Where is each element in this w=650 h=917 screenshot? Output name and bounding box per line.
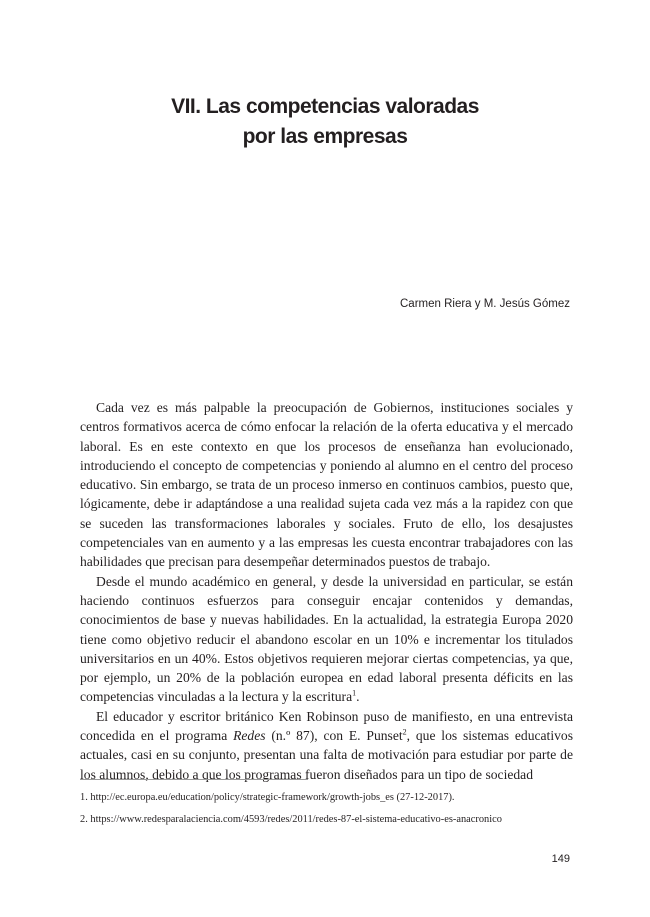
chapter-title-line-1: VII. Las competencias valoradas xyxy=(171,95,479,118)
page-number: 149 xyxy=(551,853,570,865)
paragraph-2-end: . xyxy=(356,689,360,705)
paragraph-3-text-a: El educador y escritor británico Ken Robinson puso de manifiesto, en una entrevista concedida en el programa xyxy=(80,708,573,744)
show-title: Redes xyxy=(233,728,266,744)
paragraph-3-text-b: (n.º 87), con E. Punset xyxy=(265,728,403,744)
chapter-title-line-2: por las empresas xyxy=(242,125,408,148)
paragraph-2 xyxy=(80,572,573,707)
footnote-ref-1[interactable]: 1 xyxy=(352,688,357,698)
footnote-separator xyxy=(80,779,308,780)
footnote-1[interactable]: 1. http://ec.europa.eu/education/policy/strategic-framework/growth-jobs_es (27-12-2017). xyxy=(80,792,455,803)
chapter-title xyxy=(0,92,650,152)
footnote-2[interactable]: 2. https://www.redesparalaciencia.com/4593/redes/2011/redes-87-el-sistema-educativo-es-anacronico xyxy=(80,814,502,825)
footnote-ref-2[interactable]: 2 xyxy=(402,727,407,737)
paragraph-2-text: Desde el mundo académico en general, y desde la universidad en particular, se están haciendo continuos esfuerzos para conseguir encajar contenidos y demandas, conocimientos de base y nuevas habilidades. En la actualidad, la estrategia Europa 2020 tiene como objetivo reducir el abandono escolar en un 10% e incrementar los titulados universitarios en un 40%. Estos objetivos requieren mejorar ciertas competencias, ya que, por ejemplo, un 20% de la población europea en edad laboral presenta déficits en las competencias vinculadas a la lectura y la escritura xyxy=(80,573,573,705)
body-text xyxy=(80,398,573,784)
chapter-authors: Carmen Riera y M. Jesús Gómez xyxy=(400,298,570,310)
paragraph-3-text-c: , que los sistemas educativos actuales, casi en su conjunto, presentan una falta de motivación para estudiar por parte de los alumnos, debido a que los programas fueron diseñados para un tipo de sociedad xyxy=(80,728,573,782)
paragraph-1: Cada vez es más palpable la preocupación de Gobiernos, instituciones sociales y centros formativos acerca de cómo enfocar la relación de la oferta educativa y el mercado laboral. Es en este contexto en que los procesos de enseñanza han evolucionado, introduciendo el concepto de competencias y poniendo al alumno en el centro del proceso educativo. Sin embargo, se trata de un proceso inmerso en continuos cambios, puesto que, lógicamente, debe ir adaptándose a una realidad sujeta cada vez más a la rapidez con que se suceden las transformaciones laborales y sociales. Fruto de ello, los desajustes competenciales van en aumento y a las empresas les cuesta encontrar trabajadores con las habilidades que precisan para desempeñar determinados puestos de trabajo. xyxy=(80,400,573,570)
paragraph-3 xyxy=(80,707,573,784)
footnotes xyxy=(80,791,573,835)
